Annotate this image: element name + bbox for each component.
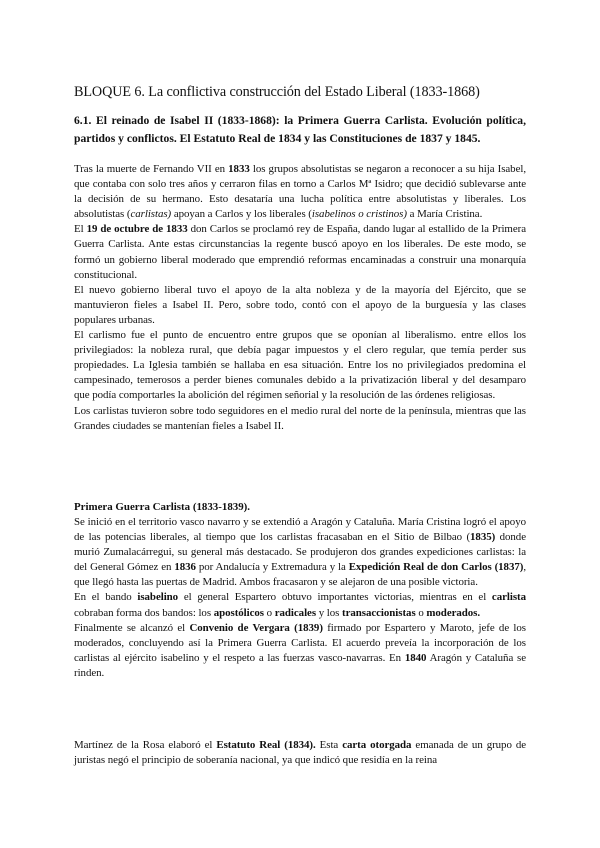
section-heading-primera-guerra: Primera Guerra Carlista (1833-1839). (74, 501, 251, 513)
paragraph-1: Tras la muerte de Fernando VII en 1833 los grupos absolutistas se negaron a reconocer a su hija Isabel, que contaba con solo tres años y cerraron filas en torno a Carlos Mª Isidro; que decidió sublevarse ante la decisión de su hermano. Esto desataría una lucha política entre absolutistas y liberales. Los absolutistas (carlistas) apoyan a Carlos y los liberales (isabelinos o cristinos) a María Cristina. (74, 163, 526, 221)
intro-block (74, 162, 526, 434)
paragraph-4: El carlismo fue el punto de encuentro entre grupos que se oponían al liberalismo. entre ellos los privilegiados: la nobleza rural, que debía pagar impuestos y el clero regular, que temía perder sus propiedades. La Iglesia también se hallaba en esa situación. Entre los no privilegiados predomina el campesinado, temerosos a perder bienes comunales debido a la privatización liberal y del desamparo que podía comportarles la abolición del régimen señorial y la resolución de las órdenes religiosas. (74, 329, 526, 402)
paragraph-6: Se inició en el territorio vasco navarro y se extendió a Aragón y Cataluña. María Cristina logró el apoyo de las potencias liberales, al tiempo que los carlistas fracasaban en el Sitio de Bilbao (1835) donde murió Zumalacárregui, su general más destacado. Se produjeron dos grandes expediciones carlistas: la del General Gómez en 1836 por Andalucía y Extremadura y la Expedición Real de don Carlos (1837), que llegó hasta las puertas de Madrid. Ambos fracasaron y se alejaron de una posible victoria. (74, 516, 526, 589)
paragraph-5: Los carlistas tuvieron sobre todo seguidores en el medio rural del norte de la península, mientras que las Grandes ciudades se mantenían fieles a Isabel II. (74, 404, 526, 432)
paragraph-8: Finalmente se alcanzó el Convenio de Vergara (1839) firmado por Espartero y Maroto, jefe de los moderados, concluyendo así la Primera Guerra Carlista. El acuerdo preveía la incorporación de los carlistas al ejército isabelino y el respeto a las fuerzas vasco-navarras. En 1840 Aragón y Cataluña se rinden. (74, 621, 526, 679)
war-block (74, 500, 526, 681)
section-subtitle-block (74, 112, 526, 148)
estatuto-block (74, 738, 526, 768)
section-subtitle: 6.1. El reinado de Isabel II (1833-1868): la Primera Guerra Carlista. Evolución política, partidos y conflictos. El Estatuto Real de 1834 y las Constituciones de 1837 y 1845. (74, 114, 526, 145)
document-title: BLOQUE 6. La conflictiva construcción del Estado Liberal (1833-1868) (74, 84, 480, 100)
paragraph-7: En el bando isabelino el general Espartero obtuvo importantes victorias, mientras en el carlista cobraban forma dos bandos: los apostólicos o radicales y los transaccionistas o moderados. (74, 591, 526, 619)
paragraph-3: El nuevo gobierno liberal tuvo el apoyo de la alta nobleza y de la mayoría del Ejército, que se mantuvieron fieles a Isabel II. Pero, sobre todo, contó con el apoyo de la burguesía y las clases populares urbanas. (74, 283, 526, 326)
paragraph-2: El 19 de octubre de 1833 don Carlos se proclamó rey de España, dando lugar al estallido de la Primera Guerra Carlista. Ante estas circunstancias la regente buscó apoyo en los liberales. De este modo, se formó un gobierno liberal moderado que emprendió reformas encaminadas a construir una monarquía constitucional. (74, 223, 526, 281)
paragraph-9: Martínez de la Rosa elaboró el Estatuto Real (1834). Esta carta otorgada emanada de un grupo de juristas negó el principio de soberanía nacional, ya que indicó que residía en la reina (74, 739, 527, 767)
